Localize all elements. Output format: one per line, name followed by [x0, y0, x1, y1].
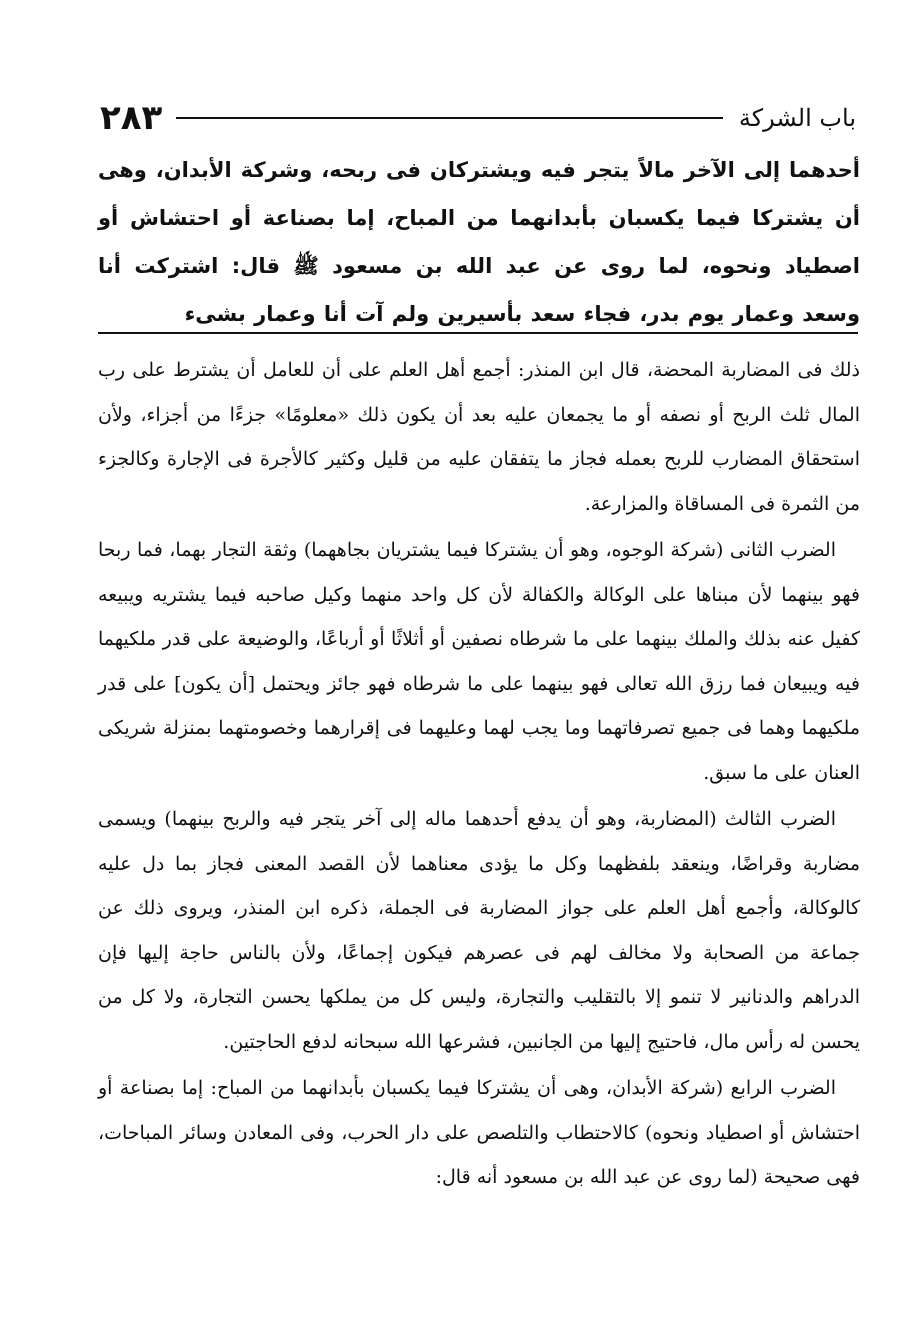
- commentary-paragraph-1: ذلك فى المضاربة المحضة، قال ابن المنذر: أجمع أهل العلم على أن للعامل أن يشترط على رب المال ثلث الربح أو نصفه أو ما يجمعان عليه بعد أن يكون ذلك «معلومًا» جزءًا من أجزاء، ولأن استحقاق المضارب للربح بعمله فجاز ما يتفقان عليه من قليل وكثير كالأجرة فى الإجارة وكالجزء من الثمرة فى المساقاة والمزارعة.: [98, 359, 860, 515]
- section-divider: [98, 332, 858, 334]
- section-title: باب الشركة: [738, 104, 856, 132]
- header-rule: [176, 117, 723, 119]
- running-header: [100, 96, 856, 140]
- commentary-body: [98, 348, 860, 1200]
- commentary-paragraph-3: الضرب الثالث (المضاربة، وهو أن يدفع أحدهما ماله إلى آخر يتجر فيه والربح بينهما) ويسمى مضاربة وقراضًا، وينعقد بلفظهما وكل ما يؤدى معناهما لأن القصد المعنى فجاز بما دل عليه كالوكالة، وأجمع أهل العلم على جواز المضاربة فى الجملة، ذكره ابن المنذر، ويروى ذلك عن جماعة من الصحابة ولا مخالف لهم فى عصرهم فيكون إجماعًا، ولأن بالناس حاجة إليها فإن الدراهم والدنانير لا تنمو إلا بالتقليب والتجارة، وليس كل من يملكها يحسن التجارة، ولا كل من يحسن له رأس مال، فاحتيج إليها من الجانبين، فشرعها الله سبحانه لدفع الحاجتين.: [98, 808, 860, 1053]
- page-number: ٢٨٣: [100, 98, 163, 138]
- matn-text: أحدهما إلى الآخر مالاً يتجر فيه ويشتركان فى ربحه، وشركة الأبدان، وهى أن يشتركا فيما يكسبان بأبدانهما من المباح، إما بصناعة أو احتشاش أو اصطياد ونحوه، لما روى عن عبد الله بن مسعود ﷺ قال: اشتركت أنا وسعد وعمار يوم بدر، فجاء سعد بأسيرين ولم آت أنا وعمار بشىء: [98, 158, 860, 326]
- commentary-paragraph-4: الضرب الرابع (شركة الأبدان، وهى أن يشتركا فيما يكسبان بأبدانهما من المباح: إما بصناعة أو احتشاش أو اصطياد ونحوه) كالاحتطاب والتلصص على دار الحرب، وفى المعادن وسائر المباحات، فهى صحيحة (لما روى عن عبد الله بن مسعود أنه قال:: [98, 1077, 860, 1188]
- commentary-paragraph-2: الضرب الثانى (شركة الوجوه، وهو أن يشتركا فيما يشتريان بجاههما) وثقة التجار بهما، فما ربحا فهو بينهما لأن مبناها على الوكالة والكفالة لأن كل واحد منهما وكيل صاحبه فيما يشتريه ويبيعه كفيل عنه بذلك والملك بينهما على ما شرطاه نصفين أو أثلاثًا أو أرباعًا، والوضيعة على قدر ملكيهما فيه ويبيعان فما رزق الله تعالى فهو بينهما على ما شرطاه فهو جائز ويحتمل [أن يكون] على قدر ملكيهما وهما فى جميع تصرفاتهما وما يجب لهما وعليهما فى إقرارهما وخصومتهما بمنزلة شريكى العنان على ما سبق.: [98, 539, 860, 784]
